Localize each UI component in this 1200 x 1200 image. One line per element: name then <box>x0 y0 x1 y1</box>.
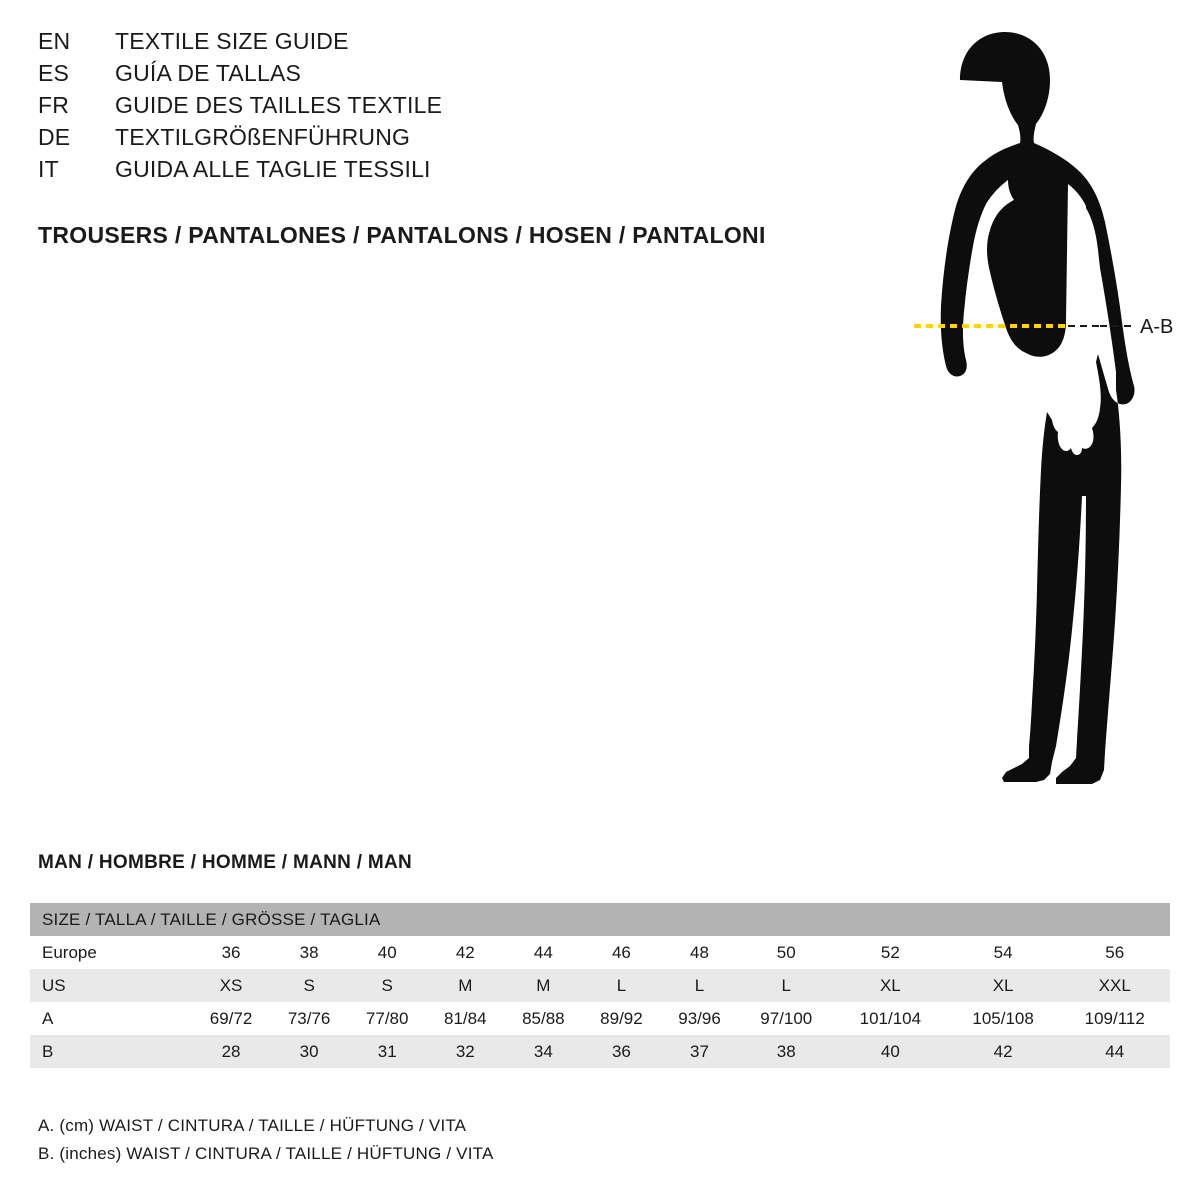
cell-value: 46 <box>582 936 660 969</box>
language-code: EN <box>38 28 71 54</box>
size-column-header: SIZE / TALLA / TAILLE / GRÖSSE / TAGLIA <box>30 903 1170 936</box>
footnotes-block <box>38 1112 494 1168</box>
cell-value: 42 <box>947 1035 1060 1068</box>
size-table <box>30 903 1170 1068</box>
size-table-head <box>30 903 1170 936</box>
cell-value: 44 <box>1060 1035 1171 1068</box>
footnote-b: B. (inches) WAIST / CINTURA / TAILLE / HÜFTUNG / VITA <box>38 1144 494 1163</box>
cell-value: 31 <box>348 1035 426 1068</box>
cell-value: 52 <box>834 936 947 969</box>
cell-value: 34 <box>504 1035 582 1068</box>
row-label: US <box>30 969 192 1002</box>
cell-value: 42 <box>426 936 504 969</box>
cell-value: 69/72 <box>192 1002 270 1035</box>
table-row <box>30 1035 1170 1068</box>
language-row <box>38 92 798 124</box>
cell-value: 37 <box>660 1035 738 1068</box>
cell-value: S <box>348 969 426 1002</box>
row-label: B <box>30 1035 192 1068</box>
language-code: FR <box>38 92 70 118</box>
cell-value: 48 <box>660 936 738 969</box>
cell-value: 85/88 <box>504 1002 582 1035</box>
male-silhouette-icon <box>941 32 1135 784</box>
size-table-body <box>30 936 1170 1068</box>
language-title: GUÍA DE TALLAS <box>115 60 302 86</box>
table-row <box>30 1002 1170 1035</box>
cell-value: 40 <box>348 936 426 969</box>
language-row <box>38 124 798 156</box>
table-header-row <box>30 903 1170 936</box>
cell-value: 44 <box>504 936 582 969</box>
cell-value: M <box>504 969 582 1002</box>
cell-value: 54 <box>947 936 1060 969</box>
language-row <box>38 28 798 60</box>
language-row <box>38 60 798 92</box>
cell-value: 73/76 <box>270 1002 348 1035</box>
cell-value: 32 <box>426 1035 504 1068</box>
table-section-heading: MAN / HOMBRE / HOMME / MANN / MAN <box>38 852 413 873</box>
footnote-a: A. (cm) WAIST / CINTURA / TAILLE / HÜFTUNG / VITA <box>38 1116 467 1135</box>
cell-value: 28 <box>192 1035 270 1068</box>
language-header-block <box>38 28 798 188</box>
cell-value: 30 <box>270 1035 348 1068</box>
cell-value: XXL <box>1060 969 1171 1002</box>
cell-value: 77/80 <box>348 1002 426 1035</box>
row-label: Europe <box>30 936 192 969</box>
cell-value: 97/100 <box>739 1002 834 1035</box>
cell-value: 109/112 <box>1060 1002 1171 1035</box>
cell-value: 81/84 <box>426 1002 504 1035</box>
language-code: DE <box>38 124 71 150</box>
cell-value: 38 <box>270 936 348 969</box>
cell-value: XL <box>947 969 1060 1002</box>
cell-value: 101/104 <box>834 1002 947 1035</box>
cell-value: 38 <box>739 1035 834 1068</box>
cell-value: L <box>739 969 834 1002</box>
table-row <box>30 936 1170 969</box>
figure-area <box>800 10 1200 810</box>
row-label: A <box>30 1002 192 1035</box>
cell-value: 50 <box>739 936 834 969</box>
cell-value: XS <box>192 969 270 1002</box>
cell-value: 40 <box>834 1035 947 1068</box>
cell-value: L <box>582 969 660 1002</box>
cell-value: 105/108 <box>947 1002 1060 1035</box>
cell-value: M <box>426 969 504 1002</box>
language-code: ES <box>38 60 70 86</box>
cell-value: L <box>660 969 738 1002</box>
cell-value: 56 <box>1060 936 1171 969</box>
language-row <box>38 156 798 188</box>
garment-type-title: TROUSERS / PANTALONES / PANTALONS / HOSEN / PANTALONI <box>38 222 766 248</box>
cell-value: XL <box>834 969 947 1002</box>
language-title: GUIDA ALLE TAGLIE TESSILI <box>115 156 431 182</box>
cell-value: 93/96 <box>660 1002 738 1035</box>
measure-label: A-B <box>1140 316 1174 338</box>
language-title: TEXTILGRÖßENFÜHRUNG <box>115 124 411 150</box>
cell-value: 36 <box>582 1035 660 1068</box>
table-row <box>30 969 1170 1002</box>
language-title: GUIDE DES TAILLES TEXTILE <box>115 92 443 118</box>
language-code: IT <box>38 156 59 182</box>
cell-value: 89/92 <box>582 1002 660 1035</box>
language-title: TEXTILE SIZE GUIDE <box>115 28 349 54</box>
cell-value: 36 <box>192 936 270 969</box>
cell-value: S <box>270 969 348 1002</box>
